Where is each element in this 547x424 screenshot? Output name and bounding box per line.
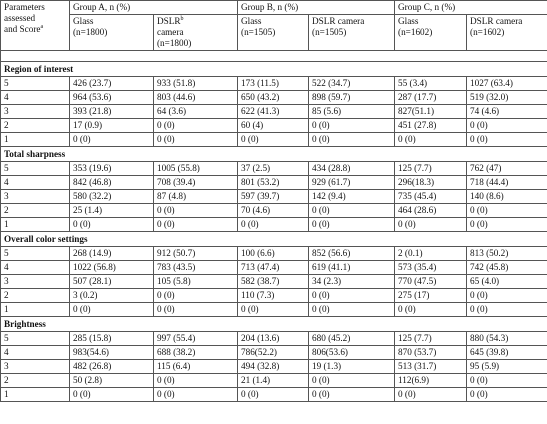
- table-row: [1, 218, 547, 232]
- value-cell: 650 (43.2): [238, 91, 309, 105]
- value-cell: 494 (32.8): [238, 360, 309, 374]
- section-title: Brightness: [1, 317, 547, 332]
- value-cell: 573 (35.4): [395, 261, 467, 275]
- value-cell: 619 (41.1): [309, 261, 395, 275]
- value-cell: 3 (0.2): [70, 289, 154, 303]
- value-cell: 34 (2.3): [309, 275, 395, 289]
- value-cell: 0 (0): [467, 218, 547, 232]
- c-dslr-label: DSLR camera: [470, 16, 523, 26]
- value-cell: 0 (0): [395, 388, 467, 402]
- value-cell: 735 (45.4): [395, 190, 467, 204]
- value-cell: 708 (39.4): [154, 176, 238, 190]
- score-cell: 4: [1, 346, 70, 360]
- section-header-row: [1, 317, 547, 332]
- value-cell: 125 (7.7): [395, 332, 467, 346]
- c-glass-label: Glass: [398, 16, 419, 26]
- table-row: [1, 176, 547, 190]
- value-cell: 0 (0): [70, 303, 154, 317]
- value-cell: 803 (44.6): [154, 91, 238, 105]
- value-cell: 0 (0): [154, 289, 238, 303]
- table-row: [1, 388, 547, 402]
- value-cell: 21 (1.4): [238, 374, 309, 388]
- value-cell: 434 (28.8): [309, 162, 395, 176]
- section-header-row: [1, 62, 547, 77]
- value-cell: 0 (0): [309, 119, 395, 133]
- value-cell: 0 (0): [467, 204, 547, 218]
- value-cell: 140 (8.6): [467, 190, 547, 204]
- table-row: [1, 360, 547, 374]
- table-row: [1, 261, 547, 275]
- table-row: [1, 346, 547, 360]
- value-cell: 100 (6.6): [238, 247, 309, 261]
- value-cell: 1022 (56.8): [70, 261, 154, 275]
- value-cell: 2 (0.1): [395, 247, 467, 261]
- table-row: [1, 275, 547, 289]
- value-cell: 87 (4.8): [154, 190, 238, 204]
- score-cell: 1: [1, 133, 70, 147]
- score-cell: 3: [1, 190, 70, 204]
- score-cell: 1: [1, 218, 70, 232]
- score-cell: 4: [1, 176, 70, 190]
- score-cell: 3: [1, 105, 70, 119]
- value-cell: 0 (0): [154, 119, 238, 133]
- value-cell: 19 (1.3): [309, 360, 395, 374]
- score-cell: 5: [1, 332, 70, 346]
- table-row: [1, 374, 547, 388]
- value-cell: 50 (2.8): [70, 374, 154, 388]
- value-cell: 0 (0): [395, 218, 467, 232]
- group-a-header: Group A, n (%): [70, 1, 238, 15]
- c-dslr-n: (n=1602): [470, 27, 505, 37]
- param-header-cell: [1, 1, 70, 51]
- value-cell: 285 (15.8): [70, 332, 154, 346]
- a-dslr-label2: camera: [157, 27, 184, 37]
- value-cell: 0 (0): [238, 388, 309, 402]
- value-cell: 870 (53.7): [395, 346, 467, 360]
- value-cell: 0 (0): [395, 133, 467, 147]
- value-cell: 0 (0): [238, 303, 309, 317]
- value-cell: 783 (43.5): [154, 261, 238, 275]
- value-cell: 74 (4.6): [467, 105, 547, 119]
- value-cell: 1027 (63.4): [467, 77, 547, 91]
- a-glass-header: [70, 15, 154, 51]
- score-cell: 2: [1, 374, 70, 388]
- value-cell: 801 (53.2): [238, 176, 309, 190]
- table-row: [1, 190, 547, 204]
- value-cell: 275 (17): [395, 289, 467, 303]
- a-glass-n: (n=1800): [73, 27, 108, 37]
- score-cell: 1: [1, 388, 70, 402]
- value-cell: 507 (28.1): [70, 275, 154, 289]
- value-cell: 597 (39.7): [238, 190, 309, 204]
- spacer-row: [1, 51, 547, 62]
- param-header-line3: and Score: [4, 24, 41, 34]
- table-row: [1, 133, 547, 147]
- score-cell: 1: [1, 303, 70, 317]
- table-row: [1, 247, 547, 261]
- value-cell: 770 (47.5): [395, 275, 467, 289]
- value-cell: 110 (7.3): [238, 289, 309, 303]
- value-cell: 645 (39.8): [467, 346, 547, 360]
- value-cell: 933 (51.8): [154, 77, 238, 91]
- section-title: Region of interest: [1, 62, 547, 77]
- value-cell: 0 (0): [467, 374, 547, 388]
- a-dslr-label: DSLR: [157, 16, 181, 26]
- value-cell: 173 (11.5): [238, 77, 309, 91]
- value-cell: 680 (45.2): [309, 332, 395, 346]
- b-glass-n: (n=1505): [241, 27, 276, 37]
- value-cell: 125 (7.7): [395, 162, 467, 176]
- section-header-row: [1, 232, 547, 247]
- score-cell: 5: [1, 162, 70, 176]
- param-header-line1: Parameters: [4, 2, 45, 12]
- score-cell: 4: [1, 261, 70, 275]
- spacer-cell: [1, 51, 547, 62]
- value-cell: 713 (47.4): [238, 261, 309, 275]
- a-dslr-header: [154, 15, 238, 51]
- value-cell: 464 (28.6): [395, 204, 467, 218]
- value-cell: 0 (0): [467, 133, 547, 147]
- value-cell: 898 (59.7): [309, 91, 395, 105]
- value-cell: 65 (4.0): [467, 275, 547, 289]
- value-cell: 0 (0): [467, 119, 547, 133]
- value-cell: 0 (0): [467, 388, 547, 402]
- param-header-footnote: a: [40, 23, 44, 30]
- table-row: [1, 119, 547, 133]
- score-cell: 5: [1, 247, 70, 261]
- value-cell: 0 (0): [309, 218, 395, 232]
- value-cell: 64 (3.6): [154, 105, 238, 119]
- table-row: [1, 162, 547, 176]
- value-cell: 0 (0): [154, 374, 238, 388]
- section-header-row: [1, 147, 547, 162]
- value-cell: 0 (0): [309, 374, 395, 388]
- score-cell: 3: [1, 360, 70, 374]
- value-cell: 912 (50.7): [154, 247, 238, 261]
- table-row: [1, 91, 547, 105]
- value-cell: 519 (32.0): [467, 91, 547, 105]
- value-cell: 268 (14.9): [70, 247, 154, 261]
- value-cell: 842 (46.8): [70, 176, 154, 190]
- value-cell: 296(18.3): [395, 176, 467, 190]
- c-glass-header: [395, 15, 467, 51]
- value-cell: 95 (5.9): [467, 360, 547, 374]
- value-cell: 204 (13.6): [238, 332, 309, 346]
- value-cell: 85 (5.6): [309, 105, 395, 119]
- score-cell: 2: [1, 204, 70, 218]
- section-title: Overall color settings: [1, 232, 547, 247]
- value-cell: 0 (0): [309, 289, 395, 303]
- score-cell: 2: [1, 119, 70, 133]
- table-row: [1, 105, 547, 119]
- group-b-header: Group B, n (%): [238, 1, 395, 15]
- value-cell: 513 (31.7): [395, 360, 467, 374]
- value-cell: 0 (0): [154, 218, 238, 232]
- header-row-columns: [1, 15, 547, 51]
- value-cell: 0 (0): [154, 204, 238, 218]
- value-cell: 426 (23.7): [70, 77, 154, 91]
- value-cell: 17 (0.9): [70, 119, 154, 133]
- value-cell: 0 (0): [467, 289, 547, 303]
- value-cell: 0 (0): [70, 133, 154, 147]
- value-cell: 582 (38.7): [238, 275, 309, 289]
- value-cell: 0 (0): [309, 133, 395, 147]
- value-cell: 0 (0): [238, 133, 309, 147]
- value-cell: 786(52.2): [238, 346, 309, 360]
- a-glass-label: Glass: [73, 16, 94, 26]
- value-cell: 964 (53.6): [70, 91, 154, 105]
- value-cell: 762 (47): [467, 162, 547, 176]
- value-cell: 142 (9.4): [309, 190, 395, 204]
- b-dslr-n: (n=1505): [312, 27, 347, 37]
- a-dslr-n: (n=1800): [157, 38, 192, 48]
- value-cell: 60 (4): [238, 119, 309, 133]
- value-cell: 983(54.6): [70, 346, 154, 360]
- b-dslr-label: DSLR camera: [312, 16, 365, 26]
- param-header-line2: assessed: [4, 13, 36, 23]
- a-dslr-footnote: b: [180, 15, 184, 22]
- value-cell: 0 (0): [70, 218, 154, 232]
- table-row: [1, 289, 547, 303]
- value-cell: 827(51.1): [395, 105, 467, 119]
- value-cell: 880 (54.3): [467, 332, 547, 346]
- value-cell: 37 (2.5): [238, 162, 309, 176]
- value-cell: 622 (41.3): [238, 105, 309, 119]
- value-cell: 997 (55.4): [154, 332, 238, 346]
- value-cell: 112(6.9): [395, 374, 467, 388]
- value-cell: 718 (44.4): [467, 176, 547, 190]
- group-c-header: Group C, n (%): [395, 1, 547, 15]
- value-cell: 0 (0): [467, 303, 547, 317]
- b-glass-header: [238, 15, 309, 51]
- value-cell: 115 (6.4): [154, 360, 238, 374]
- value-cell: 1005 (55.8): [154, 162, 238, 176]
- value-cell: 393 (21.8): [70, 105, 154, 119]
- table-row: [1, 303, 547, 317]
- value-cell: 813 (50.2): [467, 247, 547, 261]
- b-dslr-header: [309, 15, 395, 51]
- value-cell: 852 (56.6): [309, 247, 395, 261]
- value-cell: 0 (0): [238, 218, 309, 232]
- value-cell: 929 (61.7): [309, 176, 395, 190]
- score-cell: 3: [1, 275, 70, 289]
- value-cell: 0 (0): [395, 303, 467, 317]
- value-cell: 0 (0): [309, 303, 395, 317]
- b-glass-label: Glass: [241, 16, 262, 26]
- header-row-groups: [1, 1, 547, 15]
- value-cell: 70 (4.6): [238, 204, 309, 218]
- value-cell: 0 (0): [154, 388, 238, 402]
- value-cell: 55 (3.4): [395, 77, 467, 91]
- value-cell: 0 (0): [309, 204, 395, 218]
- c-glass-n: (n=1602): [398, 27, 433, 37]
- value-cell: 287 (17.7): [395, 91, 467, 105]
- table-row: [1, 332, 547, 346]
- value-cell: 0 (0): [154, 133, 238, 147]
- value-cell: 742 (45.8): [467, 261, 547, 275]
- value-cell: 0 (0): [309, 388, 395, 402]
- value-cell: 688 (38.2): [154, 346, 238, 360]
- value-cell: 806(53.6): [309, 346, 395, 360]
- c-dslr-header: [467, 15, 547, 51]
- table-row: [1, 204, 547, 218]
- value-cell: 580 (32.2): [70, 190, 154, 204]
- value-cell: 0 (0): [70, 388, 154, 402]
- value-cell: 105 (5.8): [154, 275, 238, 289]
- section-title: Total sharpness: [1, 147, 547, 162]
- value-cell: 353 (19.6): [70, 162, 154, 176]
- value-cell: 522 (34.7): [309, 77, 395, 91]
- value-cell: 451 (27.8): [395, 119, 467, 133]
- value-cell: 0 (0): [154, 303, 238, 317]
- value-cell: 25 (1.4): [70, 204, 154, 218]
- score-cell: 4: [1, 91, 70, 105]
- value-cell: 482 (26.8): [70, 360, 154, 374]
- score-cell: 5: [1, 77, 70, 91]
- score-cell: 2: [1, 289, 70, 303]
- table-row: [1, 77, 547, 91]
